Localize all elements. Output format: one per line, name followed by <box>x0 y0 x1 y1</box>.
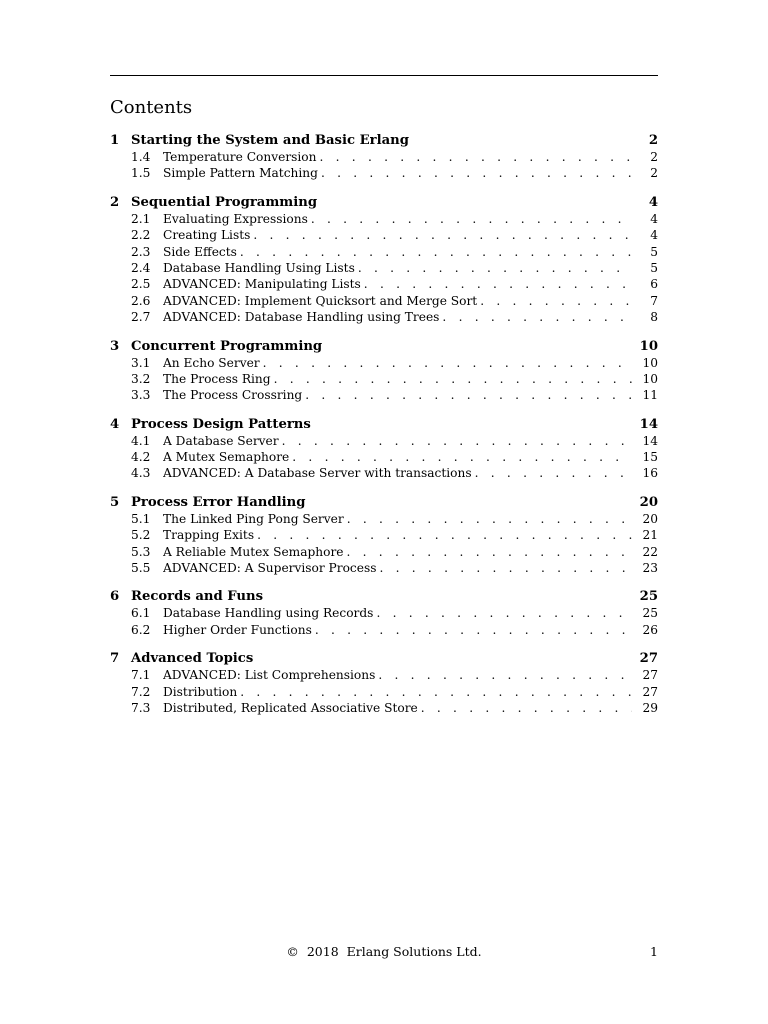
section-page: 14 <box>642 433 658 448</box>
section-num: 7.1 <box>131 668 151 683</box>
chapter-page: 2 <box>648 133 658 148</box>
chapter-title: Process Design Patterns <box>131 416 311 432</box>
dot-leader <box>421 701 632 715</box>
dot-leader <box>364 277 632 291</box>
section-num: 1.4 <box>131 150 151 164</box>
section-num: 4.3 <box>131 466 151 481</box>
section-title-line <box>163 606 632 620</box>
chapter-num: 3 <box>110 338 120 354</box>
section-title: ADVANCED: A Database Server with transactions <box>163 466 472 481</box>
section-title-line <box>163 294 632 308</box>
section-page: 22 <box>642 544 658 559</box>
section-num: 5.5 <box>131 561 151 576</box>
section-num: 6.1 <box>131 606 151 621</box>
section-page: 11 <box>642 388 658 403</box>
dot-leader <box>442 310 632 324</box>
dot-leader <box>263 356 632 370</box>
chapter-num: 5 <box>110 494 120 510</box>
section-title-line <box>163 685 632 699</box>
toc-section-entry[interactable] <box>110 388 658 404</box>
toc-section-entry[interactable] <box>110 685 658 701</box>
section-title: Simple Pattern Matching <box>163 166 318 181</box>
section-num: 5.2 <box>131 528 151 543</box>
chapter-num: 6 <box>110 589 120 605</box>
toc-section-entry[interactable] <box>110 561 658 577</box>
toc-chapter-block <box>110 339 658 405</box>
section-title-line <box>163 228 632 242</box>
section-title-line <box>163 434 632 448</box>
chapter-title: Concurrent Programming <box>131 338 323 354</box>
toc-section-entry[interactable] <box>110 545 658 561</box>
dot-leader <box>480 294 632 308</box>
toc-chapter-block <box>110 495 658 578</box>
section-page: 29 <box>642 700 658 715</box>
section-title-line <box>163 623 632 637</box>
section-num: 2.6 <box>131 293 151 308</box>
toc-chapter-block <box>110 133 658 183</box>
toc-section-entry[interactable] <box>110 512 658 528</box>
chapter-page: 20 <box>639 494 658 510</box>
dot-leader <box>240 685 632 699</box>
section-num: 1.5 <box>131 166 151 181</box>
section-title: A Mutex Semaphore <box>163 450 290 465</box>
section-title-line <box>163 245 632 259</box>
section-title-line <box>163 372 632 386</box>
section-title-line <box>163 310 632 324</box>
section-page: 15 <box>642 450 658 465</box>
section-num: 5.1 <box>131 511 151 526</box>
dot-leader <box>292 450 632 464</box>
toc-chapter-block <box>110 417 658 483</box>
toc-section-entry[interactable] <box>110 277 658 293</box>
dot-leader <box>240 245 632 259</box>
toc-section-entry[interactable] <box>110 212 658 228</box>
toc-section-entry[interactable] <box>110 294 658 310</box>
section-title: ADVANCED: A Supervisor Process <box>163 561 377 576</box>
section-num: 2.7 <box>131 310 151 325</box>
section-title-line <box>163 701 632 715</box>
toc-section-entry[interactable] <box>110 261 658 277</box>
toc-section-entry[interactable] <box>110 668 658 684</box>
section-page: 10 <box>642 371 658 386</box>
toc-chapter-entry[interactable] <box>110 133 658 150</box>
section-title: Database Handling Using Lists <box>163 260 355 275</box>
section-title-line <box>163 561 632 575</box>
section-title: An Echo Server <box>163 355 260 370</box>
toc-section-entry[interactable] <box>110 245 658 261</box>
toc-section-entry[interactable] <box>110 150 658 166</box>
section-title-line <box>163 150 632 164</box>
section-num: 2.5 <box>131 277 151 292</box>
section-num: 3.2 <box>131 371 151 386</box>
section-title: The Linked Ping Pong Server <box>163 511 344 526</box>
chapter-num: 4 <box>110 416 120 432</box>
section-page: 5 <box>650 260 658 275</box>
toc-chapter-entry[interactable] <box>110 339 658 356</box>
chapter-num: 2 <box>110 194 120 210</box>
section-page: 26 <box>642 622 658 637</box>
toc-section-entry[interactable] <box>110 606 658 622</box>
toc-section-entry[interactable] <box>110 623 658 639</box>
section-page: 4 <box>650 211 658 226</box>
toc-section-entry[interactable] <box>110 450 658 466</box>
toc-section-entry[interactable] <box>110 356 658 372</box>
dot-leader <box>311 212 632 226</box>
chapter-page: 27 <box>639 651 658 667</box>
section-page: 16 <box>642 466 658 481</box>
section-title: The Process Crossring <box>163 388 303 403</box>
section-title-line <box>163 528 632 542</box>
dot-leader <box>347 545 632 559</box>
dot-leader <box>475 466 632 480</box>
chapter-title: Sequential Programming <box>131 194 318 210</box>
section-page: 8 <box>650 310 658 325</box>
section-title-line <box>163 388 632 402</box>
chapter-page: 14 <box>639 416 658 432</box>
section-page: 27 <box>642 684 658 699</box>
section-num: 4.1 <box>131 433 151 448</box>
section-title: ADVANCED: Manipulating Lists <box>163 277 361 292</box>
table-of-contents <box>110 133 658 729</box>
toc-chapter-entry[interactable] <box>110 495 658 512</box>
chapter-title: Advanced Topics <box>131 651 254 667</box>
dot-leader <box>305 388 632 402</box>
section-title-line <box>163 261 632 275</box>
section-title-line <box>163 450 632 464</box>
section-page: 5 <box>650 244 658 259</box>
toc-chapter-block <box>110 589 658 639</box>
section-title: Trapping Exits <box>163 528 255 543</box>
dot-leader <box>320 150 633 164</box>
toc-section-entry[interactable] <box>110 434 658 450</box>
section-title: Database Handling using Records <box>163 606 374 621</box>
toc-chapter-entry[interactable] <box>110 589 658 606</box>
section-title: Creating Lists <box>163 228 251 243</box>
dot-leader <box>378 668 632 682</box>
section-page: 10 <box>642 355 658 370</box>
section-title: Temperature Conversion <box>163 150 317 164</box>
section-title: The Process Ring <box>163 371 271 386</box>
section-page: 23 <box>642 561 658 576</box>
section-num: 3.1 <box>131 355 151 370</box>
toc-section-entry[interactable] <box>110 528 658 544</box>
chapter-page: 4 <box>648 194 658 210</box>
section-page: 4 <box>650 228 658 243</box>
section-title-line <box>163 512 632 526</box>
chapter-title: Process Error Handling <box>131 494 306 510</box>
toc-chapter-entry[interactable] <box>110 417 658 434</box>
section-num: 7.3 <box>131 700 151 715</box>
chapter-num: 1 <box>110 133 120 148</box>
section-page: 21 <box>642 528 658 543</box>
section-title-line <box>163 212 632 226</box>
section-num: 6.2 <box>131 622 151 637</box>
section-page: 6 <box>650 277 658 292</box>
dot-leader <box>257 528 632 542</box>
header-rule <box>110 75 658 76</box>
section-num: 2.1 <box>131 211 151 226</box>
toc-chapter-block <box>110 651 658 717</box>
section-title: Higher Order Functions <box>163 622 312 637</box>
section-num: 3.3 <box>131 388 151 403</box>
toc-section-entry[interactable] <box>110 228 658 244</box>
dot-leader <box>315 623 632 637</box>
dot-leader <box>321 166 632 180</box>
toc-chapter-entry[interactable] <box>110 651 658 668</box>
section-page: 2 <box>650 150 658 164</box>
toc-chapter-block <box>110 195 658 327</box>
dot-leader <box>347 512 632 526</box>
section-page: 27 <box>642 668 658 683</box>
section-title: Distributed, Replicated Associative Store <box>163 700 418 715</box>
dot-leader <box>282 434 632 448</box>
dot-leader <box>379 561 632 575</box>
section-title: ADVANCED: Database Handling using Trees <box>163 310 440 325</box>
section-title-line <box>163 166 632 180</box>
dot-leader <box>274 372 632 386</box>
section-num: 4.2 <box>131 450 151 465</box>
section-page: 25 <box>642 606 658 621</box>
section-page: 7 <box>650 293 658 308</box>
page-title: Contents <box>110 97 193 118</box>
section-title-line <box>163 356 632 370</box>
section-title: Distribution <box>163 684 238 699</box>
toc-section-entry[interactable] <box>110 466 658 482</box>
section-title: ADVANCED: Implement Quicksort and Merge Sort <box>163 293 478 308</box>
section-title: Evaluating Expressions <box>163 211 308 226</box>
section-title: Side Effects <box>163 244 237 259</box>
chapter-title: Records and Funs <box>131 589 264 605</box>
section-num: 2.3 <box>131 244 151 259</box>
toc-section-entry[interactable] <box>110 372 658 388</box>
section-num: 2.2 <box>131 228 151 243</box>
section-title-line <box>163 668 632 682</box>
chapter-num: 7 <box>110 651 120 667</box>
chapter-page: 25 <box>639 589 658 605</box>
section-title: A Database Server <box>163 433 279 448</box>
dot-leader <box>253 228 632 242</box>
dot-leader <box>376 606 632 620</box>
section-title-line <box>163 466 632 480</box>
section-page: 2 <box>650 166 658 181</box>
section-title: ADVANCED: List Comprehensions <box>163 668 376 683</box>
section-page: 20 <box>642 511 658 526</box>
toc-section-entry[interactable] <box>110 701 658 717</box>
section-title-line <box>163 277 632 291</box>
section-num: 5.3 <box>131 544 151 559</box>
section-num: 7.2 <box>131 684 151 699</box>
section-title: A Reliable Mutex Semaphore <box>163 544 344 559</box>
chapter-title: Starting the System and Basic Erlang <box>131 133 409 148</box>
footer-page-number: 1 <box>650 944 658 959</box>
footer-text: 2018 Erlang Solutions Ltd. <box>306 944 482 959</box>
toc-section-entry[interactable] <box>110 166 658 182</box>
chapter-page: 10 <box>639 338 658 354</box>
copyright-symbol: © <box>286 944 299 959</box>
toc-chapter-entry[interactable] <box>110 195 658 212</box>
toc-section-entry[interactable] <box>110 310 658 326</box>
section-num: 2.4 <box>131 260 151 275</box>
section-title-line <box>163 545 632 559</box>
dot-leader <box>358 261 632 275</box>
